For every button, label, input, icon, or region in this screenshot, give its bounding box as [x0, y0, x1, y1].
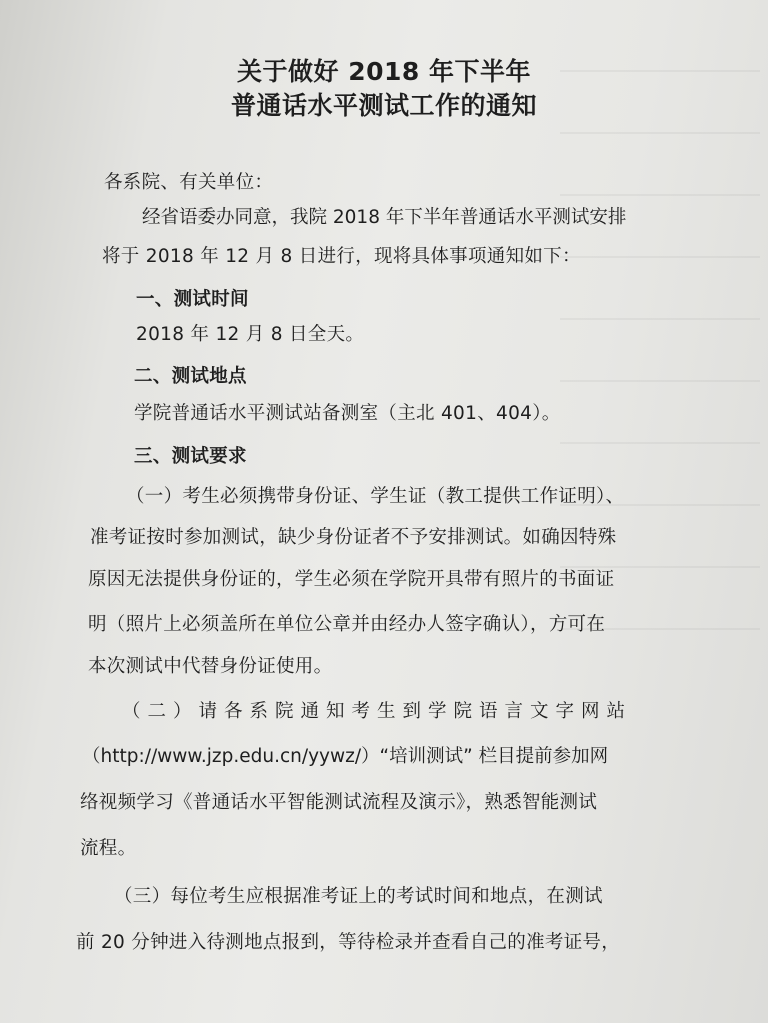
document-title-line-2: 普通话水平测试工作的通知 [230, 91, 537, 120]
section-1-heading: 一、测试时间 [136, 289, 249, 310]
intro-line-2: 将于 2018 年 12 月 8 日进行，现将具体事项通知如下： [102, 246, 581, 267]
requirement-1-line-3: 原因无法提供身份证的，学生必须在学院开具带有照片的书面证 [88, 569, 615, 590]
requirement-2-line-2: （http://www.jzp.edu.cn/yywz/）“培训测试” 栏目提前参加网 [82, 746, 609, 767]
section-1-body: 2018 年 12 月 8 日全天。 [136, 324, 365, 345]
paper-bleed-through [560, 40, 760, 640]
requirement-2-line-1: （二）请各系院通知考生到学院语言文字网站 [122, 701, 633, 722]
requirement-1-line-2: 准考证按时参加测试，缺少身份证者不予安排测试。如确因特殊 [90, 527, 617, 548]
requirement-2-line-4: 流程。 [80, 838, 137, 859]
requirement-3-line-2: 前 20 分钟进入待测地点报到，等待检录并查看自己的准考证号， [76, 932, 621, 953]
salutation: 各系院、有关单位： [104, 172, 274, 193]
document-title-line-1: 关于做好 2018 年下半年 [237, 57, 531, 86]
section-3-heading: 三、测试要求 [134, 446, 247, 467]
requirement-1-line-4: 明（照片上必须盖所在单位公章并由经办人签字确认），方可在 [88, 614, 606, 635]
requirement-1-line-1: （一）考生必须携带身份证、学生证（教工提供工作证明）、 [126, 486, 625, 507]
requirement-1-line-5: 本次测试中代替身份证使用。 [88, 656, 333, 677]
requirement-2-line-3: 络视频学习《普通话水平智能测试流程及演示》，熟悉智能测试 [80, 792, 598, 813]
requirement-3-line-1: （三）每位考生应根据准考证上的考试时间和地点，在测试 [114, 886, 603, 907]
intro-line-1: 经省语委办同意，我院 2018 年下半年普通话水平测试安排 [142, 207, 627, 228]
section-2-heading: 二、测试地点 [134, 366, 247, 387]
section-2-body: 学院普通话水平测试站备测室（主北 401、404）。 [134, 403, 561, 424]
